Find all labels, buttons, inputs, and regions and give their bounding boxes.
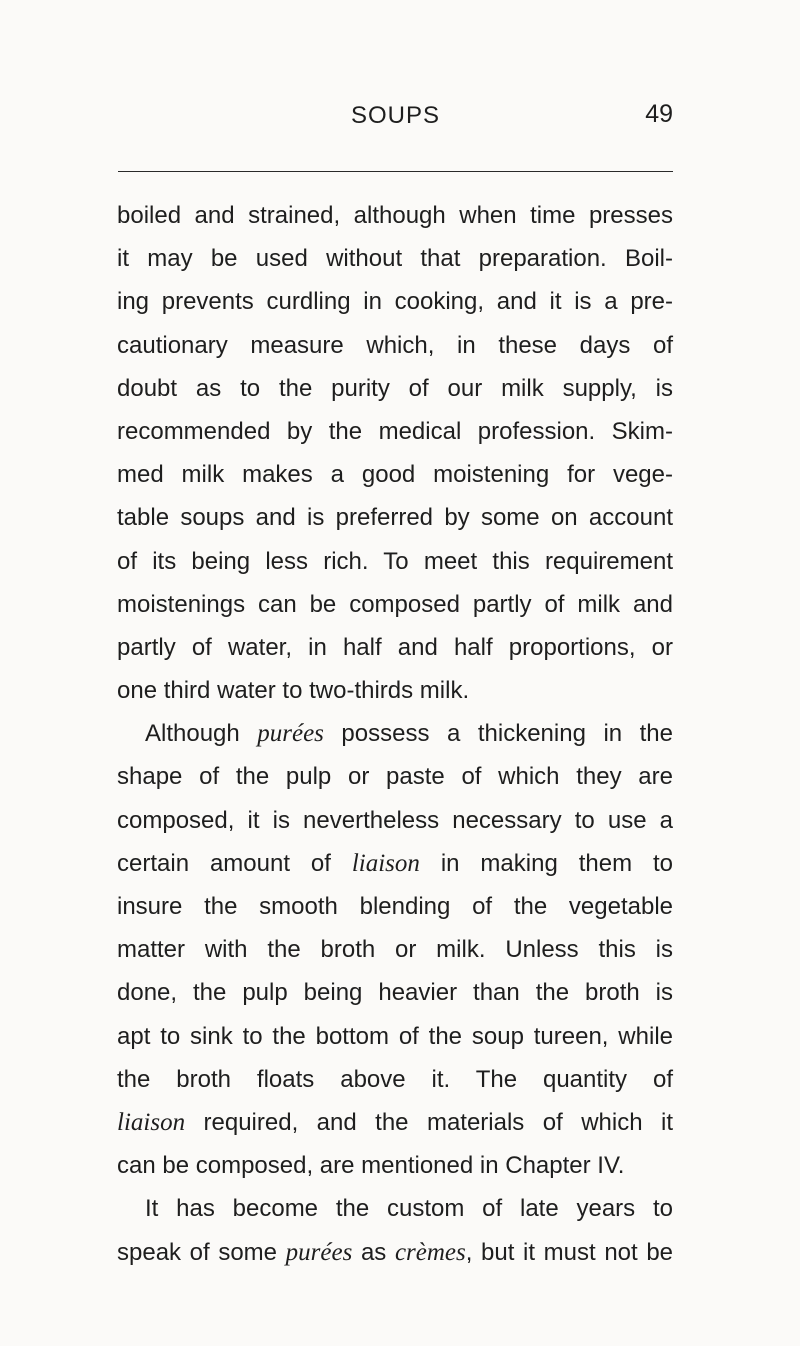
italic-term: liaison — [351, 849, 420, 877]
text-line: It has become the custom of late years to — [145, 1195, 673, 1223]
running-title: SOUPS — [350, 102, 441, 129]
text-line: Although purées possess a thickening in the — [145, 720, 673, 748]
text-line: boiled and strained, although when time presses — [117, 202, 673, 229]
italic-term: purées — [257, 720, 324, 748]
body-text — [117, 194, 673, 1274]
text-line: med milk makes a good moistening for vege- — [117, 461, 673, 489]
text-line: recommended by the medical profession. Skim- — [117, 417, 673, 445]
running-head — [118, 100, 673, 136]
italic-term: crèmes — [394, 1238, 466, 1266]
text-line: cautionary measure which, in these days of — [117, 331, 673, 359]
text-line: doubt as to the purity of our milk supply, is — [117, 374, 673, 402]
text-line: partly of water, in half and half proportions, or — [117, 633, 673, 661]
text-line: apt to sink to the bottom of the soup tureen, while — [117, 1022, 673, 1050]
text-line: one third water to two-thirds milk. — [117, 677, 470, 705]
text-line: it may be used without that preparation. Boil- — [117, 245, 673, 273]
text-line: speak of some purées as crèmes, but it must not be — [117, 1238, 674, 1266]
italic-term: liaison — [117, 1108, 186, 1136]
text-line: liaison required, and the materials of which it — [117, 1108, 673, 1136]
text-line: composed, it is nevertheless necessary to use a — [117, 806, 673, 834]
text-line: ing prevents curdling in cooking, and it is a pre- — [117, 288, 673, 316]
text-line: of its being less rich. To meet this requirement — [117, 547, 673, 575]
page-number: 49 — [645, 100, 673, 128]
text-line: the broth floats above it. The quantity of — [117, 1065, 673, 1093]
text-line: certain amount of liaison in making them to — [117, 849, 673, 877]
header-rule — [118, 171, 673, 172]
text-line: table soups and is preferred by some on account — [117, 504, 673, 532]
italic-term: purées — [285, 1238, 353, 1266]
text-line: matter with the broth or milk. Unless this is — [117, 936, 673, 964]
text-line: done, the pulp being heavier than the broth is — [117, 979, 673, 1007]
text-line: insure the smooth blending of the vegetable — [117, 893, 673, 920]
text-line: moistenings can be composed partly of milk and — [117, 590, 673, 618]
text-line: can be composed, are mentioned in Chapter IV. — [117, 1152, 625, 1180]
text-line: shape of the pulp or paste of which they are — [117, 763, 673, 791]
